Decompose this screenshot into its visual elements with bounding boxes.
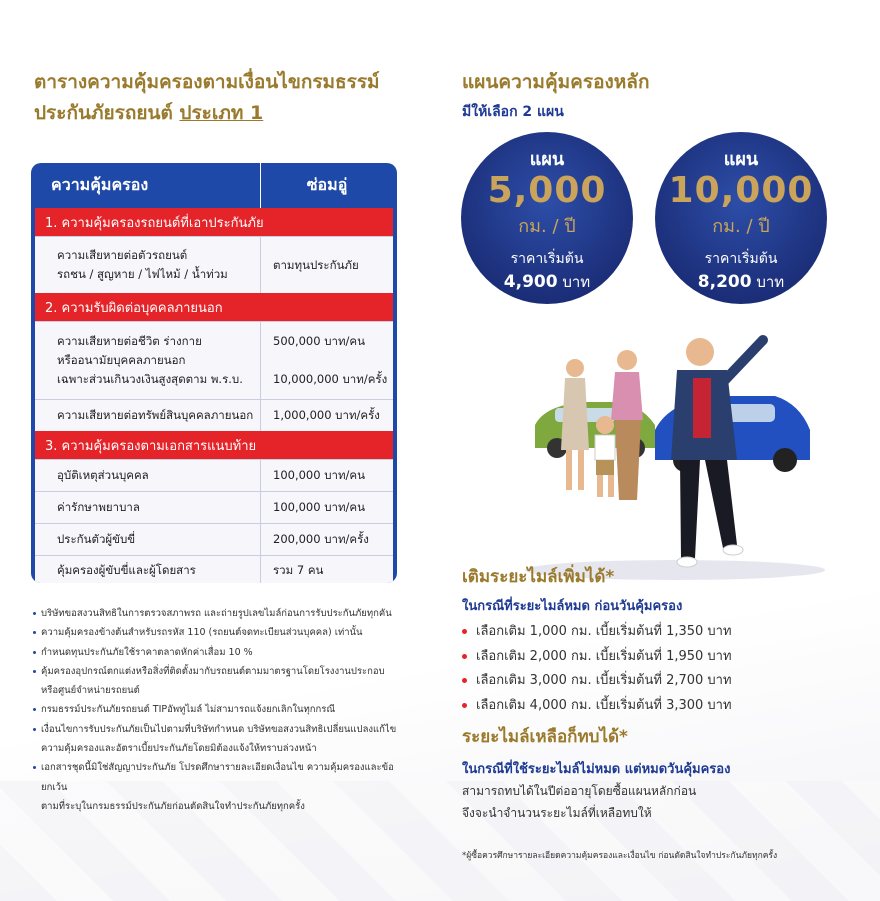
note-item: เงื่อนไขการรับประกันภัยเป็นไปตามที่บริษัทกำหนด บริษัทขอสงวนสิทธิเปลี่ยนแปลงแก้ไข — [33, 720, 405, 739]
table-row — [35, 399, 393, 431]
row-value: ตามทุนประกันภัย — [273, 257, 359, 272]
title-line-1: ตารางความคุ้มครองตามเงื่อนไขกรมธรรม์ — [34, 71, 380, 93]
row-value: 1,000,000 บาท/ครั้ง — [273, 408, 380, 422]
plan-unit: กม. / ปี — [712, 216, 770, 237]
plan-start-label: ราคาเริ่มต้น — [510, 251, 584, 267]
woman-figure-icon — [561, 359, 589, 490]
row-label: อุบัติเหตุส่วนบุคคล — [35, 460, 261, 491]
row-label-line: ความเสียหายต่อชีวิต ร่างกาย — [57, 334, 202, 348]
plan-price-value: 8,200 — [697, 272, 752, 292]
main-plans-title: แผนความคุ้มครองหลัก — [462, 71, 650, 93]
row-label-line: เฉพาะส่วนเกินวงเงินสูงสุดตาม พ.ร.บ. — [57, 372, 243, 386]
type-1-link[interactable]: ประเภท 1 — [179, 102, 264, 124]
plan-label: แผน — [723, 149, 759, 170]
plan-label: แผน — [529, 149, 565, 170]
note-item-continuation: ความคุ้มครองและอัตราเบี้ยประกันภัยโดยมิต้องแจ้งให้ทราบล่วงหน้า — [41, 743, 317, 755]
coverage-table-title — [34, 67, 414, 129]
plan-price-value: 4,900 — [503, 272, 558, 292]
table-row — [35, 491, 393, 523]
plan-currency: บาท — [751, 273, 785, 291]
table-row — [35, 321, 393, 399]
table-header — [35, 163, 393, 208]
title-line-2 — [34, 98, 414, 129]
carry-desc-line: จึงจะนำจำนวนระยะไมล์ที่เหลือทบให้ — [462, 806, 652, 820]
row-value: 100,000 บาท/คน — [273, 500, 365, 514]
carry-over-title: ระยะไมล์เหลือก็ทบได้* — [462, 727, 628, 747]
terms-notes — [33, 604, 405, 816]
section-3-title: 3. ความคุ้มครองตามเอกสารแนบท้าย — [35, 431, 393, 459]
main-plans-subtitle: มีให้เลือก 2 แผน — [462, 104, 564, 120]
footnote: *ผู้ซื้อควรศึกษารายละเอียดความคุ้มครองและเงื่อนไข ก่อนตัดสินใจทำประกันภัยทุกครั้ง — [462, 851, 778, 861]
row-label — [35, 237, 261, 293]
row-label — [35, 322, 261, 399]
section-2-title: 2. ความรับผิดต่อบุคคลภายนอก — [35, 293, 393, 321]
note-item: ความคุ้มครองข้างต้นสำหรับรถรหัส 110 (รถยนต์จดทะเบียนส่วนบุคคล) เท่านั้น — [33, 623, 405, 642]
row-value: 200,000 บาท/ครั้ง — [273, 532, 369, 546]
topup-option[interactable]: เลือกเติม 4,000 กม. เบี้ยเริ่มต้นที่ 3,300 บาท — [462, 694, 732, 719]
topup-option[interactable]: เลือกเติม 3,000 กม. เบี้ยเริ่มต้นที่ 2,700 บาท — [462, 669, 732, 694]
row-label-line: รถชน / สูญหาย / ไฟไหม้ / น้ำท่วม — [57, 267, 228, 281]
topup-option[interactable]: เลือกเติม 1,000 กม. เบี้ยเริ่มต้นที่ 1,350 บาท — [462, 620, 732, 645]
row-label: คุ้มครองผู้ขับขี่และผู้โดยสาร — [35, 556, 261, 583]
carry-over-description — [462, 780, 842, 824]
plan-5000-card[interactable] — [461, 132, 633, 304]
topup-option[interactable]: เลือกเติม 2,000 กม. เบี้ยเริ่มต้นที่ 1,950 บาท — [462, 645, 732, 670]
row-value: รวม 7 คน — [273, 563, 324, 577]
table-row — [35, 555, 393, 583]
note-item: กำหนดทุนประกันภัยใช้ราคาตลาดหักค่าเสื่อม 10 % — [33, 643, 405, 662]
table-row — [35, 523, 393, 555]
child-figure-icon — [595, 416, 615, 497]
carry-desc-line: สามารถทบได้ในปีต่ออายุโดยซื้อแผนหลักก่อน — [462, 784, 697, 798]
header-coverage: ความคุ้มครอง — [35, 163, 261, 208]
coverage-table — [31, 163, 397, 583]
row-label-line: หรืออนามัยบุคคลภายนอก — [57, 353, 186, 367]
row-value-line: 10,000,000 บาท/ครั้ง — [273, 372, 388, 387]
family-cars-illustration — [505, 330, 825, 580]
note-item-continuation: หรือศูนย์จำหน่ายรถยนต์ — [41, 685, 140, 697]
note-item: เอกสารชุดนี้มิใช่สัญญาประกันภัย โปรดศึกษารายละเอียดเงื่อนไข ความคุ้มครองและข้อยกเว้น — [33, 758, 405, 797]
topup-title: เติมระยะไมล์เพิ่มได้* — [462, 567, 615, 587]
row-label: ประกันตัวผู้ขับขี่ — [35, 524, 261, 555]
plan-price — [655, 270, 827, 294]
note-item: คุ้มครองอุปกรณ์ตกแต่งหรือสิ่งที่ติดตั้งมากับรถยนต์ตามมาตรฐานโดยโรงงานประกอบ — [33, 662, 405, 681]
title-line-2-text: ประกันภัยรถยนต์ — [34, 102, 180, 124]
table-row — [35, 236, 393, 293]
header-garage: ซ่อมอู่ — [306, 175, 348, 194]
row-label: ความเสียหายต่อทรัพย์สินบุคคลภายนอก — [35, 400, 261, 431]
topup-subtitle: ในกรณีที่ระยะไมล์หมด ก่อนวันคุ้มครอง — [462, 599, 683, 614]
plan-10000-card[interactable] — [655, 132, 827, 304]
plan-km: 10,000 — [668, 170, 814, 211]
plan-km: 5,000 — [487, 170, 607, 211]
note-item-continuation: ตามที่ระบุในกรมธรรม์ประกันภัยก่อนตัดสินใจทำประกันภัยทุกครั้ง — [41, 800, 305, 812]
plan-price — [461, 270, 633, 294]
woman-figure-icon — [611, 350, 643, 500]
topup-options — [462, 620, 732, 718]
note-item: กรมธรรม์ประกันภัยรถยนต์ TIPอัพทูไมล์ ไม่สามารถแจ้งยกเลิกในทุกกรณี — [33, 700, 405, 719]
row-value — [261, 322, 393, 399]
section-1-title: 1. ความคุ้มครองรถยนต์ที่เอาประกันภัย — [35, 208, 393, 236]
row-value-line: 500,000 บาท/คน — [273, 333, 365, 348]
plan-start-label: ราคาเริ่มต้น — [704, 251, 778, 267]
plan-currency: บาท — [557, 273, 591, 291]
plan-unit: กม. / ปี — [518, 216, 576, 237]
row-value: 100,000 บาท/คน — [273, 468, 365, 482]
carry-over-subtitle: ในกรณีที่ใช้ระยะไมล์ไม่หมด แต่หมดวันคุ้มครอง — [462, 762, 731, 777]
row-label: ค่ารักษาพยาบาล — [35, 492, 261, 523]
note-item: บริษัทขอสงวนสิทธิในการตรวจสภาพรถ และถ่ายรูปเลขไมล์ก่อนการรับประกันภัยทุกคัน — [33, 604, 405, 623]
row-label-line: ความเสียหายต่อตัวรถยนต์ — [57, 248, 188, 262]
table-row — [35, 459, 393, 491]
